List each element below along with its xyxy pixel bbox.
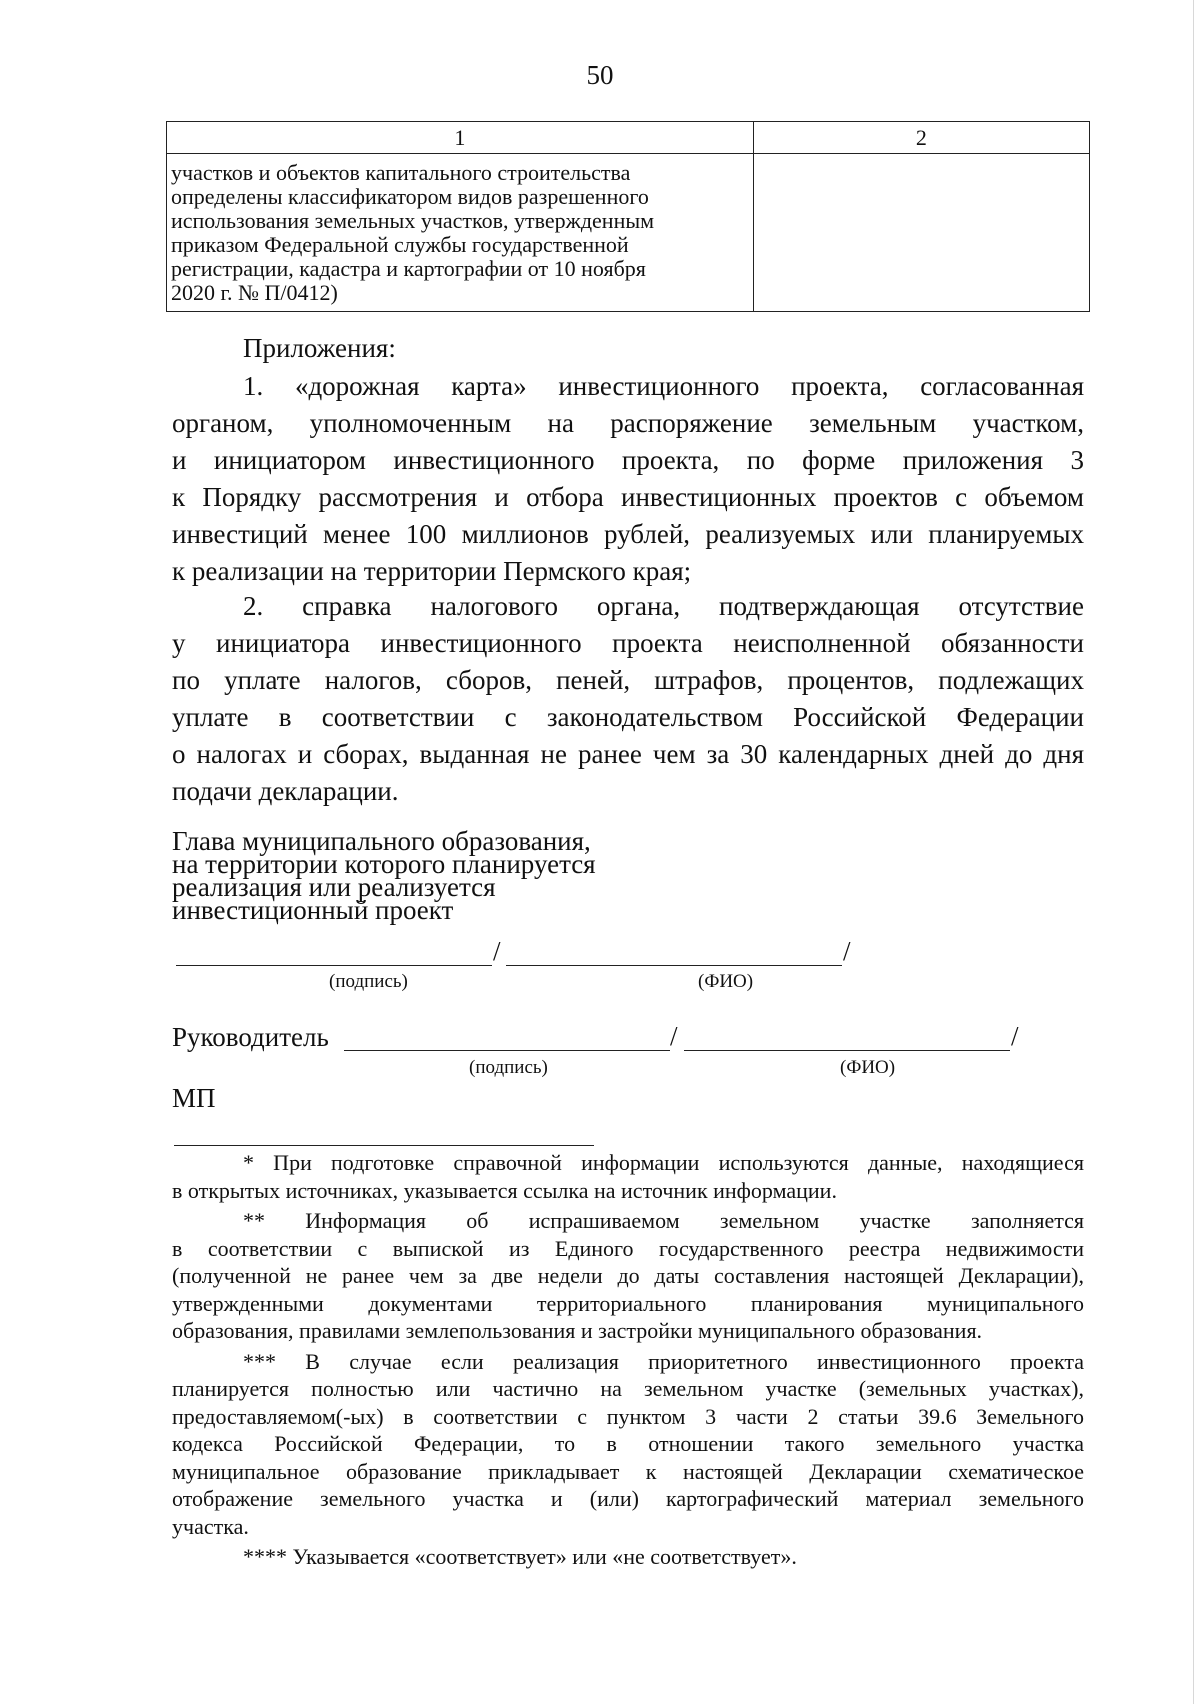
manager-name-label: (ФИО) <box>840 1057 896 1078</box>
head-slash-2: / <box>843 936 851 966</box>
head-slash-1: / <box>493 936 501 966</box>
footnote-line: предоставляемом(-ых) в соответствии с пунктом 3 части 2 статьи 39.6 Земельного <box>172 1403 1084 1429</box>
head-name-label: (ФИО) <box>698 971 754 992</box>
table-cell-line: участков и объектов капитального строительства <box>171 160 631 185</box>
table-cell-line: приказом Федеральной службы государственной <box>171 232 629 257</box>
table-cell-col2 <box>753 154 1089 312</box>
appendix-line: к реализации на территории Пермского края; <box>172 556 692 586</box>
appendix-line: у инициатора инвестиционного проекта неисполненной обязанности <box>172 628 1084 658</box>
scan-edge <box>1193 0 1194 1704</box>
manager-signature-line <box>344 1050 670 1051</box>
head-of-municipality-title <box>172 826 596 925</box>
footnote-line: **** Указывается «соответствует» или «не соответствует». <box>243 1544 797 1569</box>
appendix-line: 2. справка налогового органа, подтверждающая отсутствие <box>243 591 1084 621</box>
table-row <box>167 154 1090 312</box>
table-cell-col1 <box>167 154 754 312</box>
manager-slash-2: / <box>1011 1021 1019 1051</box>
table-header-row <box>167 122 1090 154</box>
manager-name-line <box>684 1050 1010 1051</box>
table-cell-line: определены классификатором видов разрешенного <box>171 184 649 209</box>
footnote-line: отображение земельного участка и (или) картографический материал земельного <box>172 1486 1084 1511</box>
footnote-3 <box>172 1348 1084 1541</box>
table-header-col1: 1 <box>167 122 754 154</box>
appendix-line: инвестиций менее 100 миллионов рублей, реализуемых или планируемых <box>172 519 1084 549</box>
footnote-line: планируется полностью или частично на земельном участке (земельных участках), <box>172 1376 1084 1401</box>
footnote-line: участка. <box>172 1513 249 1539</box>
manager-slash-1: / <box>670 1021 678 1051</box>
title-line: на территории которого планируется <box>172 849 596 879</box>
table-header-col2: 2 <box>753 122 1089 154</box>
footnotes <box>172 1149 1084 1571</box>
footnote-separator <box>174 1145 594 1146</box>
footnote-line: в соответствии с выпиской из Единого государственного реестра недвижимости <box>172 1235 1084 1261</box>
footnote-line: образования, правилами землепользования и застройки муниципального образования. <box>172 1318 983 1343</box>
manager-signature-label: (подпись) <box>469 1057 548 1078</box>
footnote-line: в открытых источниках, указывается ссылка на источник информации. <box>172 1177 837 1203</box>
appendix-item-2 <box>172 588 1084 810</box>
footnote-4 <box>172 1543 1084 1571</box>
footnote-line: кодекса Российской Федерации, то в отношении такого земельного участка <box>172 1431 1084 1456</box>
head-signature-label: (подпись) <box>329 971 408 992</box>
table-cell-line: 2020 г. № П/0412) <box>171 280 338 305</box>
page-number: 50 <box>586 60 614 90</box>
appendix-line: подачи декларации. <box>172 776 399 806</box>
appendix-line: по уплате налогов, сборов, пеней, штрафов, процентов, подлежащих <box>172 665 1084 695</box>
footnote-line: (полученной не ранее чем за две недели до даты составления настоящей Декларации), <box>172 1263 1084 1288</box>
title-line: реализация или реализуется <box>172 872 496 902</box>
title-line: Глава муниципального образования, <box>172 826 591 856</box>
footnote-line: ** Информация об испрашиваемом земельном участке заполняется <box>243 1208 1084 1233</box>
head-name-line <box>506 965 842 966</box>
footnote-1 <box>172 1149 1084 1204</box>
footnote-line: *** В случае если реализация приоритетного инвестиционного проекта <box>243 1348 1084 1374</box>
continuation-table <box>166 121 1090 312</box>
appendices-heading: Приложения: <box>243 333 396 363</box>
appendix-line: к Порядку рассмотрения и отбора инвестиционных проектов с объемом <box>172 482 1084 512</box>
appendix-item-1 <box>172 368 1084 590</box>
footnote-line: * При подготовке справочной информации используются данные, находящиеся <box>243 1150 1084 1175</box>
table-cell-line: регистрации, кадастра и картографии от 10 ноября <box>171 256 646 281</box>
seal-label: МП <box>172 1083 216 1113</box>
appendix-line: о налогах и сборах, выданная не ранее чем за 30 календарных дней до дня <box>172 739 1084 769</box>
title-line: инвестиционный проект <box>172 895 454 925</box>
appendix-line: уплате в соответствии с законодательством Российской Федерации <box>172 702 1084 732</box>
footnote-2 <box>172 1207 1084 1345</box>
appendix-line: 1. «дорожная карта» инвестиционного проекта, согласованная <box>243 371 1084 401</box>
footnote-line: муниципальное образование прикладывает к настоящей Декларации схематическое <box>172 1458 1084 1484</box>
appendix-line: и инициатором инвестиционного проекта, по форме приложения 3 <box>172 445 1084 475</box>
manager-label: Руководитель <box>172 1022 329 1052</box>
head-signature-line <box>176 965 492 966</box>
footnote-line: утвержденными документами территориального планирования муниципального <box>172 1290 1084 1316</box>
appendix-line: органом, уполномоченным на распоряжение земельным участком, <box>172 408 1084 438</box>
table-cell-line: использования земельных участков, утвержденным <box>171 208 655 233</box>
